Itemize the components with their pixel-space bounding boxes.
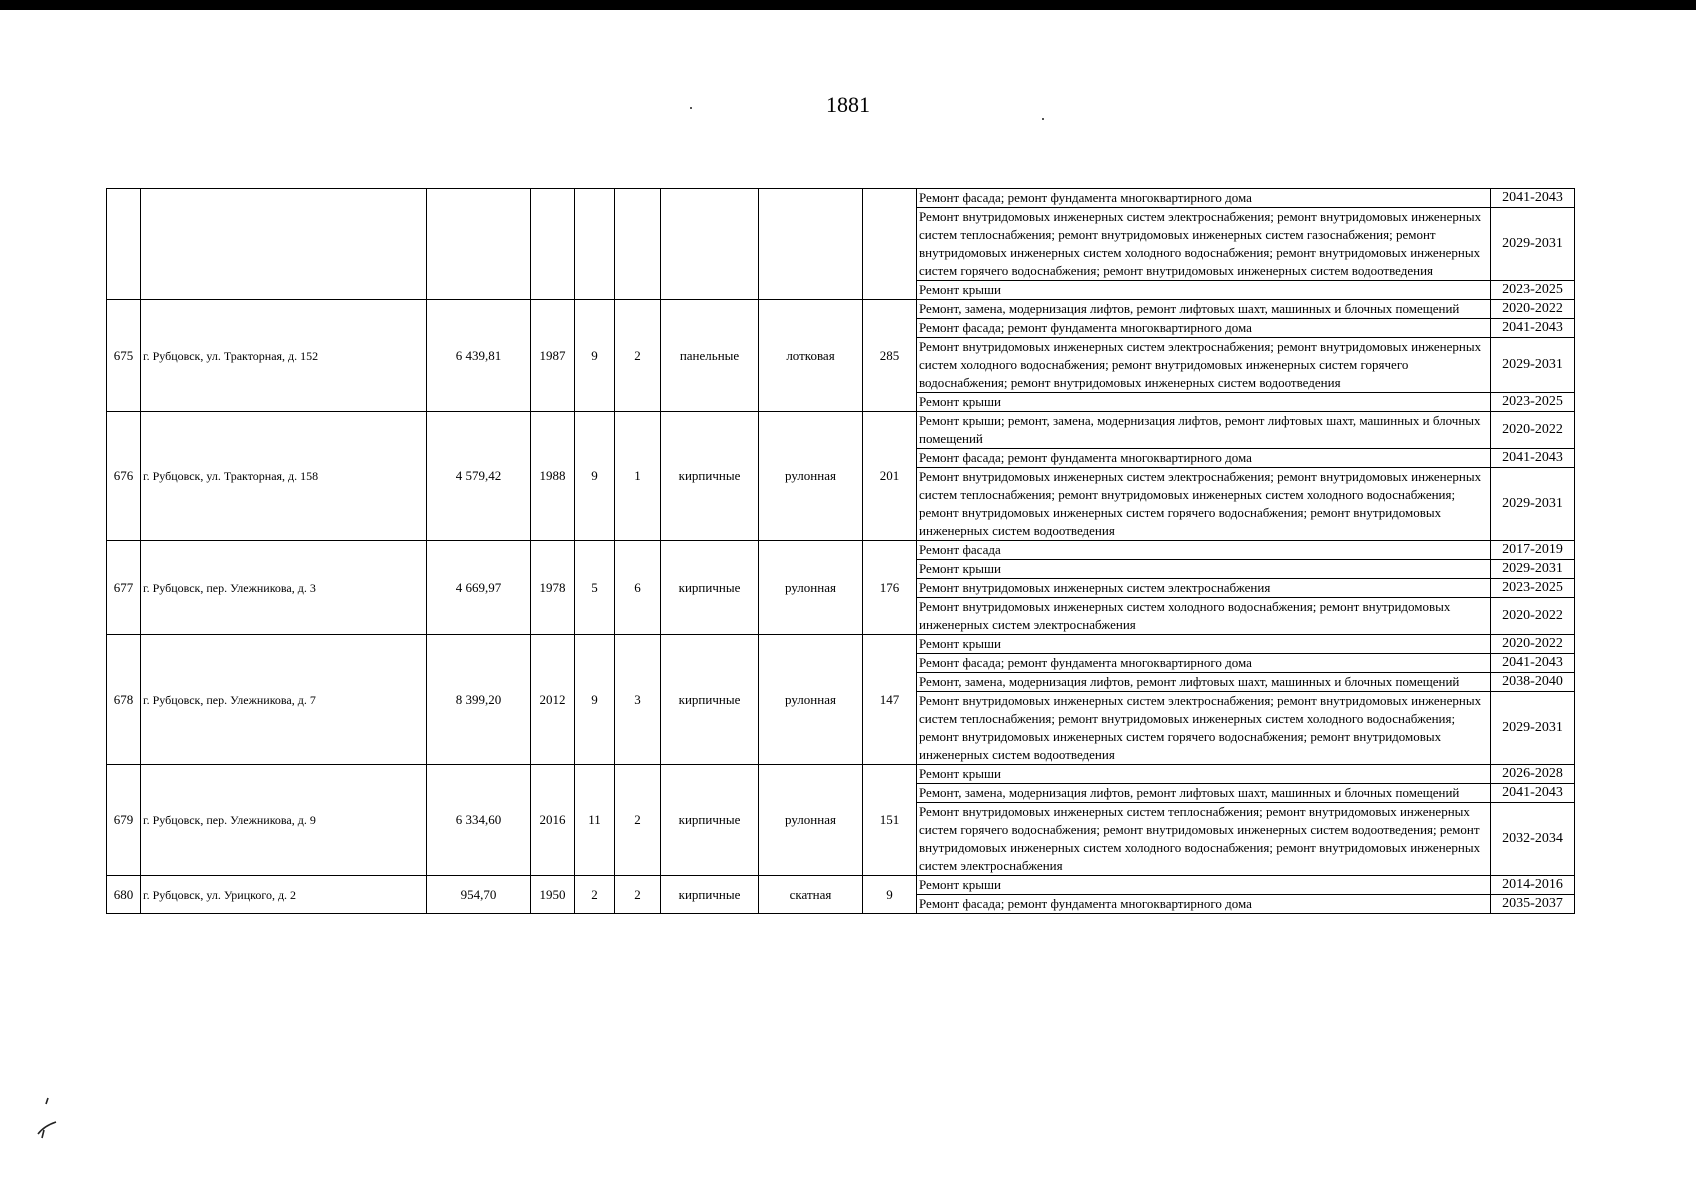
empty-cell: [107, 189, 141, 300]
work-description: Ремонт крыши: [917, 560, 1491, 579]
house-entrances: 2: [615, 765, 661, 876]
house-number: 677: [107, 541, 141, 635]
work-period: 2020-2022: [1491, 300, 1575, 319]
table-row: [107, 189, 1575, 208]
house-roof: лотковая: [759, 300, 863, 412]
house-residents: 147: [863, 635, 917, 765]
empty-cell: [427, 189, 531, 300]
work-period: 2026-2028: [1491, 765, 1575, 784]
work-description: Ремонт фасада: [917, 541, 1491, 560]
house-walls: кирпичные: [661, 412, 759, 541]
house-walls: кирпичные: [661, 541, 759, 635]
house-entrances: 2: [615, 876, 661, 914]
work-period: 2023-2025: [1491, 281, 1575, 300]
house-floors: 9: [575, 300, 615, 412]
work-period: 2035-2037: [1491, 895, 1575, 914]
house-walls: панельные: [661, 300, 759, 412]
house-year: 1987: [531, 300, 575, 412]
house-roof: рулонная: [759, 765, 863, 876]
house-walls: кирпичные: [661, 876, 759, 914]
house-area: 6 334,60: [427, 765, 531, 876]
table-body: [107, 189, 1575, 914]
work-period: 2029-2031: [1491, 560, 1575, 579]
work-description: Ремонт крыши: [917, 281, 1491, 300]
work-period: 2023-2025: [1491, 393, 1575, 412]
house-year: 1950: [531, 876, 575, 914]
work-description: Ремонт внутридомовых инженерных систем холодного водоснабжения; ремонт внутридомовых инженерных систем электроснабжения: [917, 598, 1491, 635]
house-walls: кирпичные: [661, 635, 759, 765]
empty-cell: [759, 189, 863, 300]
work-period: 2029-2031: [1491, 692, 1575, 765]
house-walls: кирпичные: [661, 765, 759, 876]
work-period: 2038-2040: [1491, 673, 1575, 692]
table-row: [107, 876, 1575, 895]
work-period: 2041-2043: [1491, 784, 1575, 803]
work-period: 2032-2034: [1491, 803, 1575, 876]
work-period: 2041-2043: [1491, 654, 1575, 673]
empty-cell: [575, 189, 615, 300]
work-description: Ремонт внутридомовых инженерных систем теплоснабжения; ремонт внутридомовых инженерных систем горячего водоснабжения; ремонт внутридомовых инженерных систем водоотведения; ремонт внутридомовых инженерных систем холодного водоснабжения; ремонт внутридомовых инженерных систем электроснабжения: [917, 803, 1491, 876]
house-number: 675: [107, 300, 141, 412]
house-residents: 201: [863, 412, 917, 541]
work-description: Ремонт, замена, модернизация лифтов, ремонт лифтовых шахт, машинных и блочных помещений: [917, 784, 1491, 803]
work-description: Ремонт крыши: [917, 876, 1491, 895]
house-area: 4 669,97: [427, 541, 531, 635]
work-description: Ремонт внутридомовых инженерных систем электроснабжения; ремонт внутридомовых инженерных систем теплоснабжения; ремонт внутридомовых инженерных систем холодного водоснабжения; ремонт внутридомовых инженерных систем горячего водоснабжения; ремонт внутридомовых инженерных систем водоотведения: [917, 468, 1491, 541]
house-floors: 9: [575, 412, 615, 541]
work-description: Ремонт внутридомовых инженерных систем электроснабжения: [917, 579, 1491, 598]
work-period: 2023-2025: [1491, 579, 1575, 598]
work-description: Ремонт крыши: [917, 393, 1491, 412]
work-description: Ремонт внутридомовых инженерных систем электроснабжения; ремонт внутридомовых инженерных систем теплоснабжения; ремонт внутридомовых инженерных систем газоснабжения; ремонт внутридомовых инженерных систем холодного водоснабжения; ремонт внутридомовых инженерных систем горячего водоснабжения; ремонт внутридомовых инженерных систем водоотведения: [917, 208, 1491, 281]
work-period: 2029-2031: [1491, 208, 1575, 281]
work-period: 2017-2019: [1491, 541, 1575, 560]
house-address: г. Рубцовск, пер. Улежникова, д. 9: [141, 765, 427, 876]
house-year: 1988: [531, 412, 575, 541]
house-address: г. Рубцовск, ул. Урицкого, д. 2: [141, 876, 427, 914]
work-description: Ремонт крыши: [917, 765, 1491, 784]
house-entrances: 6: [615, 541, 661, 635]
table-row: [107, 300, 1575, 319]
house-number: 678: [107, 635, 141, 765]
table-row: [107, 765, 1575, 784]
work-description: Ремонт фасада; ремонт фундамента многоквартирного дома: [917, 654, 1491, 673]
scan-speck: [690, 107, 692, 109]
house-address: г. Рубцовск, пер. Улежникова, д. 7: [141, 635, 427, 765]
house-area: 4 579,42: [427, 412, 531, 541]
work-period: 2029-2031: [1491, 468, 1575, 541]
work-description: Ремонт фасада; ремонт фундамента многоквартирного дома: [917, 449, 1491, 468]
empty-cell: [863, 189, 917, 300]
work-description: Ремонт внутридомовых инженерных систем электроснабжения; ремонт внутридомовых инженерных систем теплоснабжения; ремонт внутридомовых инженерных систем холодного водоснабжения; ремонт внутридомовых инженерных систем горячего водоснабжения; ремонт внутридомовых инженерных систем водоотведения: [917, 692, 1491, 765]
house-floors: 11: [575, 765, 615, 876]
work-description: Ремонт фасада; ремонт фундамента многоквартирного дома: [917, 189, 1491, 208]
work-description: Ремонт, замена, модернизация лифтов, ремонт лифтовых шахт, машинных и блочных помещений: [917, 673, 1491, 692]
scan-top-border: [0, 0, 1696, 10]
house-year: 2016: [531, 765, 575, 876]
house-address: г. Рубцовск, ул. Тракторная, д. 152: [141, 300, 427, 412]
house-year: 2012: [531, 635, 575, 765]
pen-mark-icon: [34, 1092, 64, 1142]
empty-cell: [661, 189, 759, 300]
table-row: [107, 412, 1575, 449]
work-period: 2020-2022: [1491, 412, 1575, 449]
house-roof: рулонная: [759, 635, 863, 765]
house-roof: рулонная: [759, 541, 863, 635]
work-description: Ремонт фасада; ремонт фундамента многоквартирного дома: [917, 895, 1491, 914]
table-row: [107, 541, 1575, 560]
work-description: Ремонт внутридомовых инженерных систем электроснабжения; ремонт внутридомовых инженерных систем холодного водоснабжения; ремонт внутридомовых инженерных систем горячего водоснабжения; ремонт внутридомовых инженерных систем водоотведения: [917, 338, 1491, 393]
work-description: Ремонт крыши; ремонт, замена, модернизация лифтов, ремонт лифтовых шахт, машинных и блочных помещений: [917, 412, 1491, 449]
scan-speck: [1042, 118, 1044, 120]
house-number: 679: [107, 765, 141, 876]
house-area: 954,70: [427, 876, 531, 914]
house-entrances: 1: [615, 412, 661, 541]
empty-cell: [531, 189, 575, 300]
house-residents: 285: [863, 300, 917, 412]
work-period: 2020-2022: [1491, 598, 1575, 635]
table-row: [107, 635, 1575, 654]
work-period: 2029-2031: [1491, 338, 1575, 393]
work-period: 2020-2022: [1491, 635, 1575, 654]
house-roof: рулонная: [759, 412, 863, 541]
house-floors: 9: [575, 635, 615, 765]
repair-schedule-table: [106, 188, 1575, 914]
work-period: 2041-2043: [1491, 189, 1575, 208]
work-period: 2041-2043: [1491, 449, 1575, 468]
house-roof: скатная: [759, 876, 863, 914]
work-description: Ремонт, замена, модернизация лифтов, ремонт лифтовых шахт, машинных и блочных помещений: [917, 300, 1491, 319]
house-residents: 176: [863, 541, 917, 635]
house-area: 6 439,81: [427, 300, 531, 412]
house-number: 676: [107, 412, 141, 541]
house-floors: 5: [575, 541, 615, 635]
empty-cell: [141, 189, 427, 300]
page-number: 1881: [826, 92, 870, 117]
work-description: Ремонт фасада; ремонт фундамента многоквартирного дома: [917, 319, 1491, 338]
work-period: 2041-2043: [1491, 319, 1575, 338]
house-entrances: 2: [615, 300, 661, 412]
house-number: 680: [107, 876, 141, 914]
work-period: 2014-2016: [1491, 876, 1575, 895]
house-area: 8 399,20: [427, 635, 531, 765]
house-floors: 2: [575, 876, 615, 914]
house-address: г. Рубцовск, ул. Тракторная, д. 158: [141, 412, 427, 541]
house-residents: 151: [863, 765, 917, 876]
house-residents: 9: [863, 876, 917, 914]
house-entrances: 3: [615, 635, 661, 765]
house-address: г. Рубцовск, пер. Улежникова, д. 3: [141, 541, 427, 635]
work-description: Ремонт крыши: [917, 635, 1491, 654]
house-year: 1978: [531, 541, 575, 635]
empty-cell: [615, 189, 661, 300]
